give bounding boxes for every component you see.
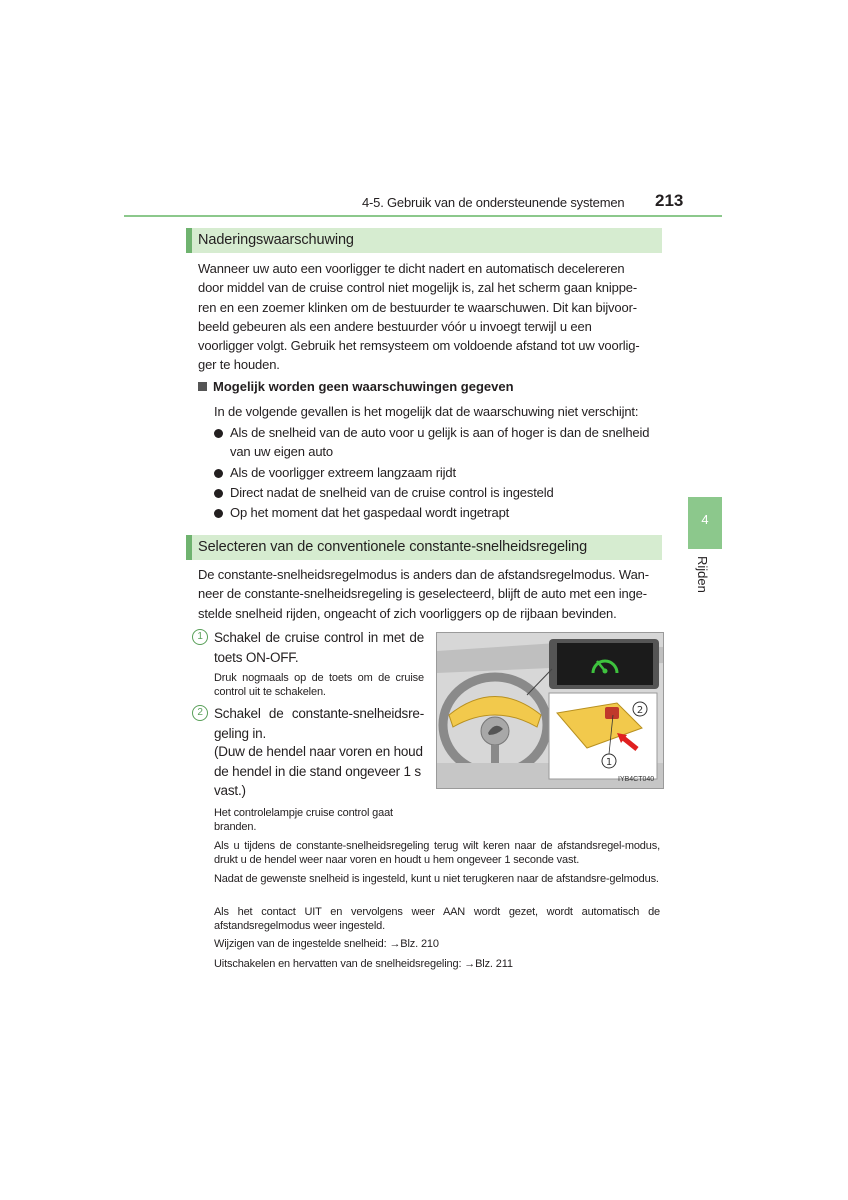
step-2-note: Het controlelampje cruise control gaat branden.	[214, 807, 393, 833]
section-heading-approach-warning: Naderingswaarschuwing	[186, 228, 662, 253]
list-item-text: Als de voorligger extreem langzaam rijdt	[230, 465, 456, 480]
subheading-no-warnings	[198, 379, 514, 394]
paragraph-line: Wanneer uw auto een voorligger te dicht nadert en automatisch decelereren	[198, 261, 625, 276]
steering-wheel-illustration	[437, 633, 663, 788]
bullet-dot-icon	[214, 429, 223, 438]
list-item	[214, 463, 662, 482]
paragraph-line: ren en een zoemer klinken om de bestuurder te waarschuwen. Dit kan bijvoor-	[198, 299, 637, 315]
on-off-button	[605, 707, 619, 719]
step-2-detail	[192, 742, 424, 801]
paragraph-line: stelde snelheid rijden, ongeacht of zich voorliggers op de rijbaan bevinden.	[198, 605, 617, 621]
paragraph-line: ger te houden.	[198, 357, 280, 373]
section-header: 4-5. Gebruik van de ondersteunende systemen	[362, 195, 625, 210]
callout-1: 1	[605, 757, 613, 768]
paragraph-line: De constante-snelheidsregelmodus is anders dan de afstandsregelmodus. Wan-	[198, 567, 649, 582]
bullet-dot-icon	[214, 489, 223, 498]
page-number: 213	[655, 191, 684, 210]
note-return-distance-mode: Als u tijdens de constante-snelheidsregeling terug wilt keren naar de afstandsregel-modus, drukt u de hendel weer naar voren en houdt u hem ongeveer 1 seconde vast.	[214, 840, 660, 866]
constant-speed-paragraph	[198, 565, 660, 623]
step-text: Schakel de constante-snelheidsre-geling in.	[214, 706, 424, 741]
chapter-label: Rijden	[695, 556, 710, 593]
paragraph-line: door middel van de cruise control niet mogelijk is, zal het scherm gaan knippe-	[198, 280, 638, 296]
approach-warning-paragraph	[198, 259, 660, 375]
step-number-circle: 2	[192, 705, 208, 721]
instrument-display	[557, 643, 653, 685]
subheading-text: Mogelijk worden geen waarschuwingen gegeven	[213, 379, 514, 394]
list-item	[214, 503, 662, 522]
bullet-dot-icon	[214, 509, 223, 518]
step-number-circle: 1	[192, 629, 208, 645]
note-ignition-reset: Als het contact UIT en vervolgens weer AAN wordt gezet, wordt automatisch de afstandsregelmodus weer ingesteld.	[214, 906, 660, 932]
step-text: Schakel de cruise control in met de toets ON-OFF.	[214, 630, 424, 665]
list-item	[214, 423, 662, 462]
step-detail-text: (Duw de hendel naar voren en houd de hendel in die stand ongeveer 1 s vast.)	[214, 744, 423, 798]
callout-2: 2	[636, 705, 644, 716]
list-item	[214, 483, 662, 502]
list-item-text: Op het moment dat het gaspedaal wordt ingetrapt	[230, 505, 510, 520]
paragraph-line: beeld gebeuren als een andere bestuurder vóór u invoegt terwijl u een	[198, 318, 592, 334]
section-heading-constant-speed: Selecteren van de conventionele constante-snelheidsregeling	[186, 535, 662, 560]
header-divider	[124, 215, 722, 217]
list-item-text: Direct nadat de snelheid van de cruise control is ingesteld	[230, 485, 554, 500]
no-warnings-intro: In de volgende gevallen is het mogelijk dat de waarschuwing niet verschijnt:	[214, 404, 639, 419]
reference-cancel-resume: Uitschakelen en hervatten van de snelheidsregeling: →Blz. 211	[214, 958, 513, 970]
reference-change-speed: Wijzigen van de ingestelde snelheid: →Blz. 210	[214, 938, 439, 950]
cruise-control-figure	[436, 632, 664, 789]
paragraph-line: neer de constante-snelheidsregeling is geselecteerd, blijft de auto met een inge-	[198, 586, 647, 602]
paragraph-line: voorligger volgt. Gebruik het remsysteem om voldoende afstand tot uw voorlig-	[198, 338, 640, 354]
step-2	[192, 704, 424, 743]
step-1-note: Druk nogmaals op de toets om de cruise control uit te schakelen.	[214, 672, 424, 698]
step-1	[192, 628, 424, 667]
square-bullet-icon	[198, 382, 207, 391]
list-item-text: Als de snelheid van de auto voor u gelijk is aan of hoger is dan de snelheid van uw eigen auto	[230, 425, 650, 460]
bullet-dot-icon	[214, 469, 223, 478]
note-cannot-return: Nadat de gewenste snelheid is ingesteld, kunt u niet terugkeren naar de afstandsre-gelmodus.	[214, 873, 659, 885]
chapter-tab: 4	[688, 497, 722, 549]
figure-id: IYB4CT040	[618, 776, 655, 783]
